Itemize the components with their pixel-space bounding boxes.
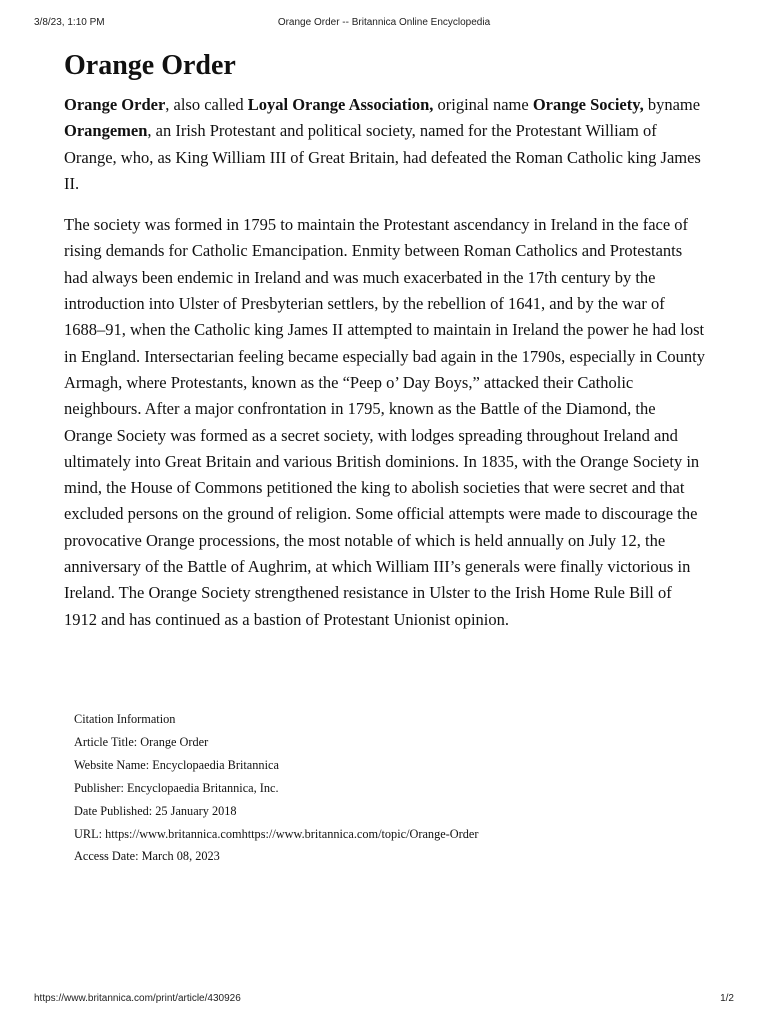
- print-url: https://www.britannica.com/print/article/430926: [34, 993, 241, 1004]
- intro-text-1: , also called: [165, 95, 248, 114]
- print-footer: [34, 993, 734, 1007]
- intro-paragraph: [64, 92, 708, 197]
- page-number: 1/2: [720, 993, 734, 1004]
- term-orange-society: Orange Society,: [532, 95, 644, 114]
- term-orange-order: Orange Order: [64, 95, 166, 114]
- citation-date-published: Date Published: 25 January 2018: [74, 803, 237, 818]
- citation-article-title: Article Title: Orange Order: [74, 734, 209, 749]
- citation-website-name: Website Name: Encyclopaedia Britannica: [74, 757, 279, 772]
- article: [64, 48, 708, 633]
- citation-url: URL: https://www.britannica.comhttps://www.britannica.com/topic/Orange-Order: [74, 826, 479, 841]
- term-loyal-orange-association: Loyal Orange Association,: [247, 95, 434, 114]
- term-orangemen: Orangemen: [64, 121, 148, 141]
- citation-heading: Citation Information: [74, 712, 176, 726]
- citation-access-date: Access Date: March 08, 2023: [74, 849, 220, 864]
- citation-block: [74, 708, 714, 868]
- article-heading: Orange Order: [64, 50, 236, 81]
- print-page-title: Orange Order -- Britannica Online Encyclopedia: [277, 17, 491, 28]
- intro-text-2: original name: [433, 95, 533, 114]
- citation-publisher: Publisher: Encyclopaedia Britannica, Inc.: [74, 780, 279, 795]
- intro-text-4: , an Irish Protestant and political society, named for the Protestant William of Orange, who, as King William III of Great Britain, had defeated the Roman Catholic king James II.: [64, 121, 701, 193]
- print-datetime: 3/8/23, 1:10 PM: [34, 17, 105, 28]
- print-header: [34, 17, 734, 31]
- body-paragraph: The society was formed in 1795 to maintain the Protestant ascendancy in Ireland in the face of rising demands for Catholic Emancipation. Enmity between Roman Catholics and Protestants had always been endemic in Ireland and was much exacerbated in the 17th century by the introduction into Ulster of Presbyterian settlers, by the rebellion of 1641, and by the war of 1688–91, when the Catholic king James II attempted to maintain in Ireland the power he had lost in England. Intersectarian feeling became especially bad again in the 1790s, especially in County Armagh, where Protestants, known as the “Peep o’ Day Boys,” attacked their Catholic neighbours. After a major confrontation in 1795, known as the Battle of the Diamond, the Orange Society was formed as a secret society, with lodges spreading throughout Ireland and ultimately into Great Britain and various British dominions. In 1835, with the Orange Society in mind, the House of Commons petitioned the king to abolish societies that were secret and that excluded persons on the ground of religion. Some official attempts were made to discourage the provocative Orange processions, the most notable of which is held annually on July 12, the anniversary of the Battle of Aughrim, at which William III’s generals were finally victorious in Ireland. The Orange Society strengthened resistance in Ulster to the Irish Home Rule Bill of 1912 and has continued as a bastion of Protestant Unionist opinion.: [64, 215, 705, 629]
- intro-text-3: byname: [643, 95, 701, 114]
